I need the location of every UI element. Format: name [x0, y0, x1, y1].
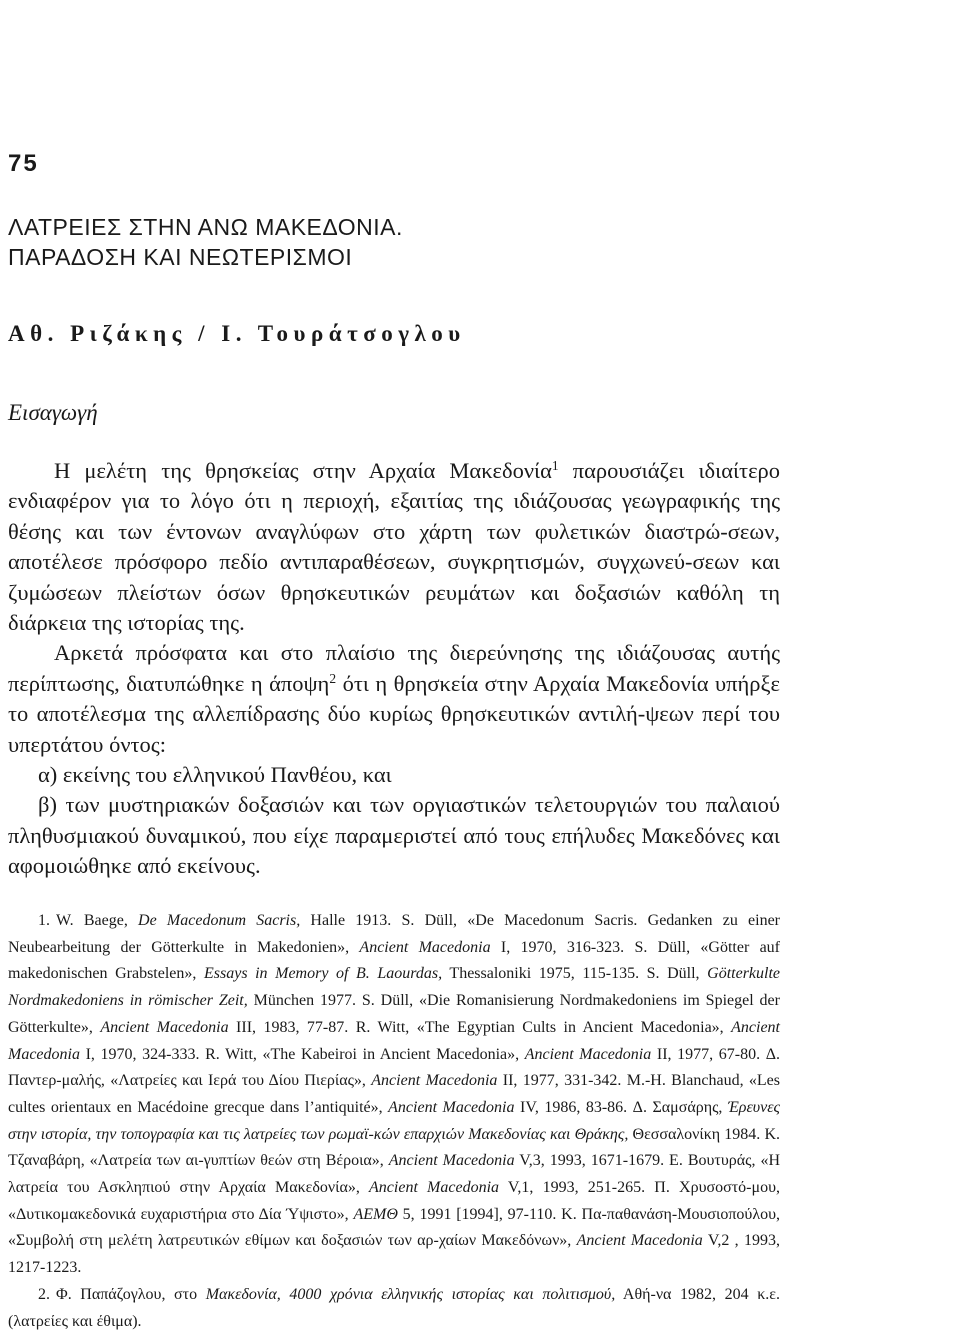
paragraph-2-start: Αρκετά πρόσφατα και στο πλαίσιο της διερεύνησης της ιδιάζουσας αυτής περίπτωσης, διατυπώθηκε η άποψη [8, 640, 780, 696]
title-line-1: ΛΑΤΡΕΙΕΣ ΣΤΗΝ ΑΝΩ ΜΑΚΕΔΟΝΙΑ. [8, 214, 403, 240]
body-text [8, 456, 780, 882]
footnote-1-italic: Ancient Macedonia [8, 1018, 780, 1063]
footnote-1-text: Halle 1913. S. Düll, «De Macedonum Sacris. Gedanken zu einer Neubearbeitung der Götterkulte in Makedonien», [8, 912, 781, 956]
footnote-1-text: III, 1983, 77-87. R. Witt, «The Egyptian Cults in Ancient Macedonia», [228, 1018, 732, 1036]
footnote-1-text: W. Baege, [56, 912, 139, 929]
footnote-1-text: II, 1977, 67-80. Δ. Παντερ-μαλής, «Λατρείες και Ιερά του Δίου Πιερίας», [8, 1045, 780, 1090]
footnotes [8, 908, 780, 1335]
footnote-2 [8, 1282, 780, 1335]
footnote-1-italic: Ancient Macedonia [371, 1072, 498, 1090]
footnote-1-italic: Ancient Macedonia [359, 938, 491, 956]
footnote-ref-2: 2 [329, 670, 337, 686]
footnote-1-italic: Ancient Macedonia [524, 1045, 652, 1063]
footnote-1-text: Θεσσαλονίκη 1984. Κ. Τζαναβάρη, «Λατρεία των αι-γυπτίων θεών στη Βέροια», [8, 1125, 781, 1170]
footnote-2-number: 2. [38, 1285, 50, 1303]
footnote-1-text: 5, 1991 [1994], 97-110. Κ. Πα-παθανάση-Μουσιοπούλου, «Συμβολή στη μελέτη λατρευτικών εθίμων και δοξασιών των αρ-χαίων Μακεδόνων», [8, 1205, 780, 1250]
footnote-1-italic: Ancient Macedonia [388, 1152, 515, 1170]
footnote-1-italic: Essays in Memory of B. Laourdas, [203, 965, 443, 983]
page-number: 75 [8, 150, 39, 177]
footnote-1-text: Thessaloniki 1975, 115-135. S. Düll, [442, 965, 708, 983]
footnote-2-text: Φ. Παπάζογλου, στο [56, 1285, 206, 1303]
footnote-1 [8, 908, 780, 1282]
list-item-b: β) των μυστηριακών δοξασιών και των οργιαστικών τελετουργιών του παλαιού πληθυσμιακού δυναμικού, που είχε παραμεριστεί από τους επήλυδες Μακεδόνες και αφομοιώθηκε από εκείνους. [8, 792, 780, 879]
footnote-1-italic: Götterkulte Nordmakedoniens in römischer Zeit, [8, 965, 781, 1010]
footnote-1-italic: Ancient Macedonia [388, 1098, 515, 1116]
title-line-2: ΠΑΡΑΔΟΣΗ ΚΑΙ ΝΕΩΤΕΡΙΣΜΟΙ [8, 244, 353, 270]
footnote-1-italic: Ancient Macedonia [369, 1179, 500, 1197]
footnote-2-italic: Μακεδονία, 4000 χρόνια ελληνικής ιστορίας και πολιτισμού, [205, 1285, 616, 1303]
paragraph-2-rest: ότι η θρησκεία στην Αρχαία Μακεδονία υπήρξε το αποτέλεσμα της αλλεπίδρασης δύο κυρίως θρησκευτικών αντιλή-ψεων περί του υπερτάτου όντος: [8, 670, 780, 757]
section-heading: Εισαγωγή [8, 400, 98, 425]
paragraph-2 [8, 638, 780, 760]
footnote-1-italic: Έρευνες στην ιστορία, την τοπογραφία και τις λατρείες των ρωμαϊ-κών επαρχιών Μακεδονίας και Θράκης, [8, 1098, 781, 1143]
footnote-1-number: 1. [38, 912, 50, 929]
footnote-1-italic: Ancient Macedonia [100, 1018, 229, 1036]
footnote-1-text: I, 1970, 316-323. S. Düll, «Götter auf makedonischen Grabstelen», [8, 938, 781, 983]
footnote-2-text: Αθή-να 1982, 204 κ.ε. (λατρείες και έθιμα). [8, 1285, 780, 1330]
footnote-1-text: I, 1970, 324-333. R. Witt, «The Kabeiroi in Ancient Macedonia», [79, 1045, 525, 1063]
authors: Αθ. Ριζάκης / Ι. Τουράτσογλου [8, 321, 466, 346]
paragraph-1 [8, 456, 780, 638]
footnote-1-text: IV, 1986, 83-86. Δ. Σαμσάρης, [514, 1098, 728, 1116]
footnote-1-italic: Ancient Macedonia [576, 1232, 703, 1250]
paragraph-1-rest: παρουσιάζει ιδιαίτερο ενδιαφέρον για το λόγο ότι η περιοχή, εξαιτίας της ιδιάζουσας γεωγραφικής της θέσης και των έντονων αναγλύφων στο χάρτη των φυλετικών διαστρώ-σεων, αποτέλεσε πρόσφορο πεδίο αντιπαραθέσεων, συγκρητισμών, συγχωνεύ-σεων και ζυμώσεων πλείστων όσων θρησκευτικών ρευμάτων και δοξασιών καθόλη τη διάρκεια της ιστορίας της. [8, 458, 781, 636]
paragraph-1-start: Η μελέτη της θρησκείας στην Αρχαία Μακεδονία [54, 458, 552, 483]
footnote-ref-1: 1 [551, 457, 559, 473]
article-title [8, 212, 403, 272]
list-item-a: α) εκείνης του ελληνικού Πανθέου, και [38, 762, 392, 788]
footnote-1-text: V,1, 1993, 251-265. Π. Χρυσοστό-μου, «Δυτικομακεδονικά ευχαριστήρια στο Δία Ύψιστο», [8, 1179, 780, 1223]
footnote-1-italic: De Macedonum Sacris, [138, 912, 301, 929]
footnote-1-italic: ΑΕΜΘ [353, 1205, 398, 1223]
footnote-1-text: V,2 , 1993, 1217-1223. [8, 1232, 780, 1277]
footnote-1-text: II, 1977, 331-342. M.-H. Blanchaud, «Les cultes orientaux en Macédoine grecque dans l’antiquité», [8, 1072, 781, 1116]
footnote-1-text: München 1977. S. Düll, «Die Romanisierung Nordmakedoniens im Spiegel der Götterkulte», [8, 992, 780, 1036]
footnote-1-text: V,3, 1993, 1671-1679. Ε. Βουτυράς, «Η λατρεία του Ασκληπιού στην Αρχαία Μακεδονία», [8, 1152, 780, 1197]
